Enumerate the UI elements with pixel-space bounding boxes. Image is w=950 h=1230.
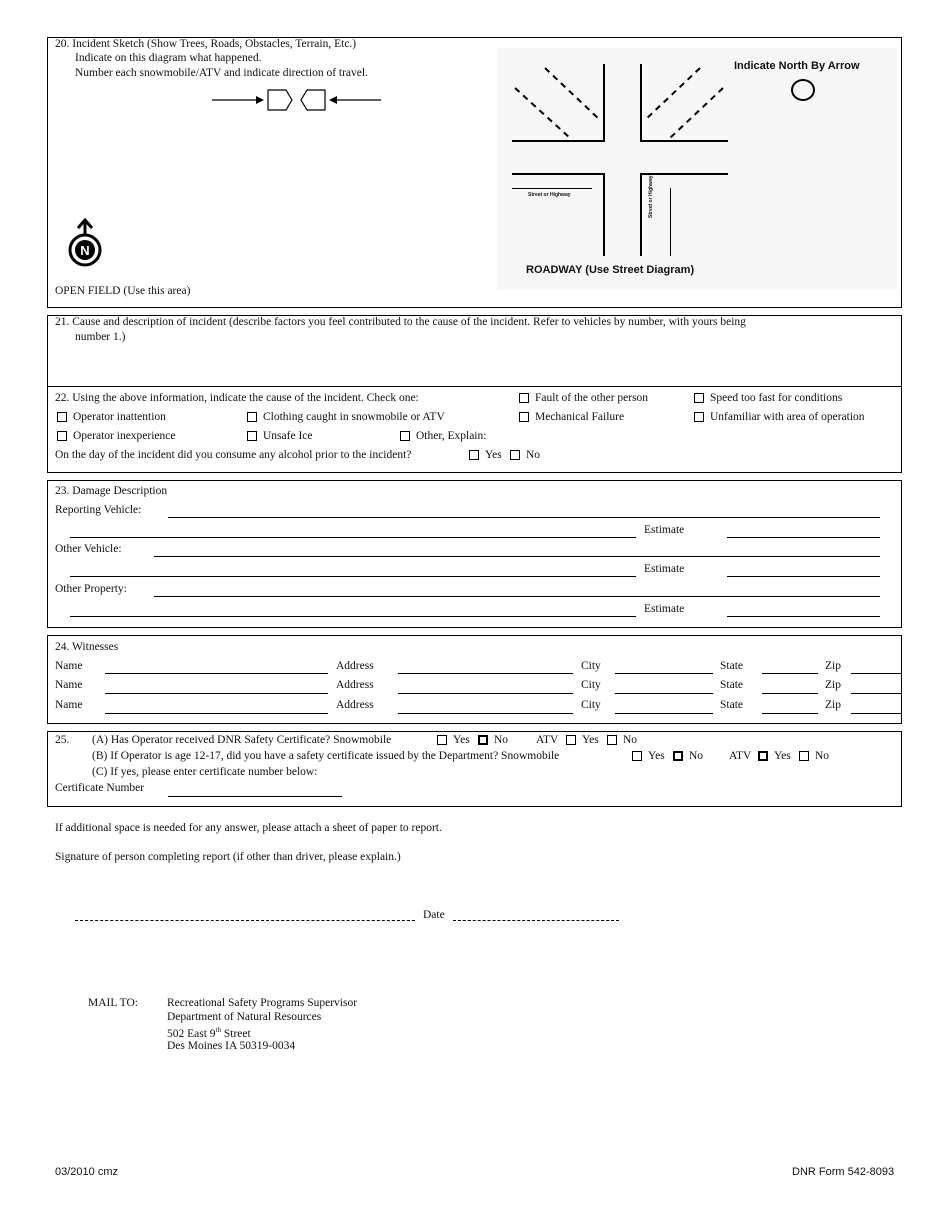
road-se-inner xyxy=(670,188,671,256)
label-a-atv-no: No xyxy=(623,734,638,746)
road-sw-horizontal xyxy=(512,173,605,175)
s20-line1: Indicate on this diagram what happened. xyxy=(75,52,262,64)
witness2-address-line[interactable] xyxy=(398,693,573,694)
label-estimate-1: Estimate xyxy=(644,524,685,536)
witness3-address-label: Address xyxy=(336,699,374,711)
label-b-snow-yes: Yes xyxy=(648,750,665,762)
other-vehicle-line1[interactable] xyxy=(154,556,880,557)
checkbox-mechanical[interactable] xyxy=(519,412,529,422)
date-line[interactable] xyxy=(453,920,619,921)
section-23-box xyxy=(47,480,902,628)
north-arrow-label: Indicate North By Arrow xyxy=(734,60,860,72)
checkbox-b-atv-no[interactable] xyxy=(799,751,809,761)
witness1-name-line[interactable] xyxy=(105,673,328,674)
witness1-address-line[interactable] xyxy=(398,673,573,674)
checkbox-inexperience[interactable] xyxy=(57,431,67,441)
north-compass-icon xyxy=(64,218,106,270)
mail-address-line1: Recreational Safety Programs Supervisor xyxy=(167,997,358,1009)
checkbox-alcohol-no[interactable] xyxy=(510,450,520,460)
date-label: Date xyxy=(423,909,445,921)
vehicle-left-icon xyxy=(301,90,325,110)
other-property-line1[interactable] xyxy=(154,596,880,597)
reporting-vehicle-line2[interactable] xyxy=(70,537,636,538)
label-clothing: Clothing caught in snowmobile or ATV xyxy=(263,411,445,423)
checkbox-b-snow-yes[interactable] xyxy=(632,751,642,761)
label-unfamiliar: Unfamiliar with area of operation xyxy=(710,411,865,423)
witness3-zip-label: Zip xyxy=(825,699,841,711)
estimate-line-3[interactable] xyxy=(727,616,880,617)
estimate-line-2[interactable] xyxy=(727,576,880,577)
checkbox-a-atv-no[interactable] xyxy=(607,735,617,745)
mail-address-line4: Des Moines IA 50319-0034 xyxy=(167,1040,296,1052)
witness1-city-label: City xyxy=(581,660,601,672)
vehicle-right-icon xyxy=(268,90,292,110)
mail-to-label: MAIL TO: xyxy=(88,997,138,1009)
witness2-city-line[interactable] xyxy=(615,693,713,694)
witness3-address-line[interactable] xyxy=(398,713,573,714)
label-estimate-2: Estimate xyxy=(644,563,685,575)
witness1-city-line[interactable] xyxy=(615,673,713,674)
section-24-box xyxy=(47,635,902,724)
s25-num: 25. xyxy=(55,734,70,746)
label-other-vehicle: Other Vehicle: xyxy=(55,543,122,555)
mail-address-line2: Department of Natural Resources xyxy=(167,1011,322,1023)
additional-space-note: If additional space is needed for any answer, please attach a sheet of paper to report. xyxy=(55,822,442,834)
label-other: Other, Explain: xyxy=(416,430,487,442)
s25-c-question: (C) If yes, please enter certificate number below: xyxy=(92,766,318,778)
label-fault-other: Fault of the other person xyxy=(535,392,649,404)
witness2-zip-line[interactable] xyxy=(851,693,901,694)
witness3-city-label: City xyxy=(581,699,601,711)
divider-21-22 xyxy=(47,386,902,387)
checkbox-b-atv-yes[interactable] xyxy=(758,751,768,761)
witness1-address-label: Address xyxy=(336,660,374,672)
signature-line[interactable] xyxy=(75,920,415,921)
witness1-state-line[interactable] xyxy=(762,673,818,674)
label-certificate-number: Certificate Number xyxy=(55,782,145,794)
s25-b-question: (B) If Operator is age 12-17, did you have a safety certificate issued by the Department? Snowmobile xyxy=(92,750,560,762)
witness1-state-label: State xyxy=(720,660,743,672)
label-reporting-vehicle: Reporting Vehicle: xyxy=(55,504,142,516)
witness2-name-line[interactable] xyxy=(105,693,328,694)
label-unsafe-ice: Unsafe Ice xyxy=(263,430,313,442)
witness2-zip-label: Zip xyxy=(825,679,841,691)
witness2-name-label: Name xyxy=(55,679,83,691)
road-se-vertical xyxy=(640,173,642,256)
checkbox-other[interactable] xyxy=(400,431,410,441)
witness1-zip-line[interactable] xyxy=(851,673,901,674)
witness2-city-label: City xyxy=(581,679,601,691)
label-inexperience: Operator inexperience xyxy=(73,430,176,442)
checkbox-a-atv-yes[interactable] xyxy=(566,735,576,745)
witness3-zip-line[interactable] xyxy=(851,713,901,714)
label-estimate-3: Estimate xyxy=(644,603,685,615)
reporting-vehicle-line1[interactable] xyxy=(168,517,880,518)
witness3-name-line[interactable] xyxy=(105,713,328,714)
witness3-state-line[interactable] xyxy=(762,713,818,714)
roadway-label: ROADWAY (Use Street Diagram) xyxy=(526,264,695,276)
checkbox-a-snow-yes[interactable] xyxy=(437,735,447,745)
s20-line2: Number each snowmobile/ATV and indicate direction of travel. xyxy=(75,67,368,79)
north-arrow-circle[interactable] xyxy=(791,79,815,101)
witness1-name-label: Name xyxy=(55,660,83,672)
s25-a-question: (A) Has Operator received DNR Safety Certificate? Snowmobile xyxy=(92,734,392,746)
s20-title: 20. Incident Sketch (Show Trees, Roads, Obstacles, Terrain, Etc.) xyxy=(55,38,357,50)
certificate-number-line[interactable] xyxy=(168,796,342,797)
checkbox-speed[interactable] xyxy=(694,393,704,403)
dashed-diagonals xyxy=(505,60,735,145)
form-number: DNR Form 542-8093 xyxy=(792,1166,895,1178)
label-other-property: Other Property: xyxy=(55,583,127,595)
label-b-atv-yes: Yes xyxy=(774,750,791,762)
estimate-line-1[interactable] xyxy=(727,537,880,538)
other-vehicle-line2[interactable] xyxy=(70,576,636,577)
label-alcohol-no: No xyxy=(526,449,541,461)
street-label-horizontal: Street or Highway xyxy=(528,192,571,198)
checkbox-clothing[interactable] xyxy=(247,412,257,422)
mail-address-line3: 502 East 9th Street xyxy=(167,1026,251,1040)
s21-title: 21. Cause and description of incident (describe factors you feel contributed to the cause of the incident. Refer to vehicles by number, with yours being xyxy=(55,316,746,328)
road-sw-inner xyxy=(512,188,592,189)
alcohol-question: On the day of the incident did you consume any alcohol prior to the incident? xyxy=(55,449,412,461)
s24-title: 24. Witnesses xyxy=(55,641,119,653)
checkbox-fault-other[interactable] xyxy=(519,393,529,403)
witness3-state-label: State xyxy=(720,699,743,711)
witness2-state-label: State xyxy=(720,679,743,691)
label-b-atv: ATV xyxy=(729,750,752,762)
open-field-label: OPEN FIELD (Use this area) xyxy=(55,285,191,297)
s23-title: 23. Damage Description xyxy=(55,485,168,497)
other-property-line2[interactable] xyxy=(70,616,636,617)
checkbox-a-snow-no[interactable] xyxy=(478,735,488,745)
witness1-zip-label: Zip xyxy=(825,660,841,672)
s22-title: 22. Using the above information, indicate the cause of the incident. Check one: xyxy=(55,392,419,404)
label-alcohol-yes: Yes xyxy=(485,449,502,461)
revision-code: 03/2010 cmz xyxy=(55,1166,118,1178)
checkbox-b-snow-no[interactable] xyxy=(673,751,683,761)
signature-note: Signature of person completing report (if other than driver, please explain.) xyxy=(55,851,401,863)
s21-title-cont: number 1.) xyxy=(75,331,126,343)
label-a-atv-yes: Yes xyxy=(582,734,599,746)
witness2-state-line[interactable] xyxy=(762,693,818,694)
witness2-address-label: Address xyxy=(336,679,374,691)
label-b-atv-no: No xyxy=(815,750,830,762)
checkbox-alcohol-yes[interactable] xyxy=(469,450,479,460)
label-a-snow-no: No xyxy=(494,734,509,746)
checkbox-unsafe-ice[interactable] xyxy=(247,431,257,441)
label-a-atv: ATV xyxy=(536,734,559,746)
checkbox-inattention[interactable] xyxy=(57,412,67,422)
label-b-snow-no: No xyxy=(689,750,704,762)
street-label-vertical: Street or Highway xyxy=(648,175,654,218)
label-mechanical: Mechanical Failure xyxy=(535,411,625,423)
vehicle-direction-symbols xyxy=(210,88,385,114)
label-speed: Speed too fast for conditions xyxy=(710,392,843,404)
checkbox-unfamiliar[interactable] xyxy=(694,412,704,422)
label-inattention: Operator inattention xyxy=(73,411,166,423)
witness3-city-line[interactable] xyxy=(615,713,713,714)
witness3-name-label: Name xyxy=(55,699,83,711)
label-a-snow-yes: Yes xyxy=(453,734,470,746)
compass-letter: N xyxy=(80,243,90,258)
road-sw-vertical xyxy=(603,173,605,256)
